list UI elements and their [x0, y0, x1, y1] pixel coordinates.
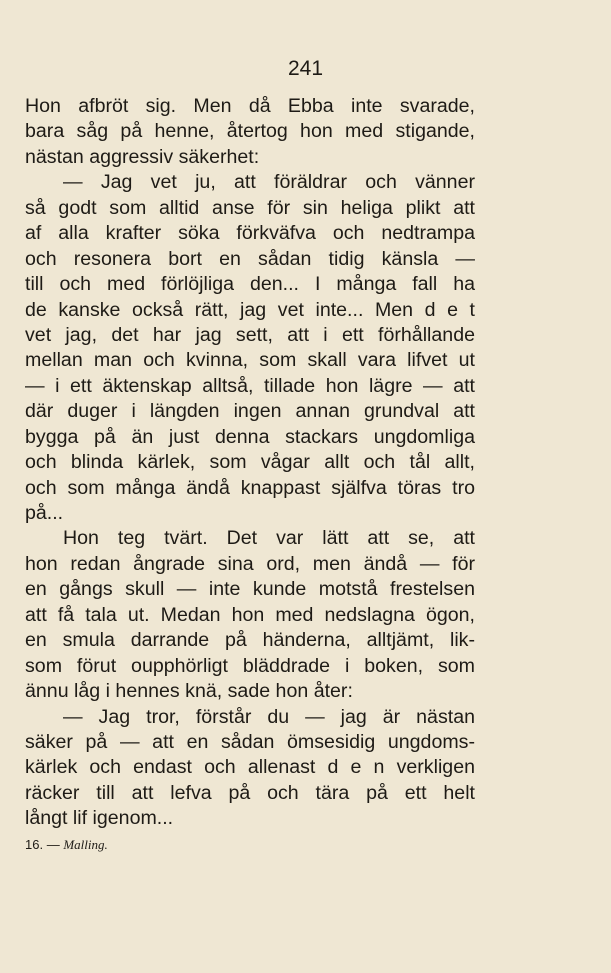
- text-line: säker på — att en sådan ömsesidig ungdoms-: [25, 730, 475, 753]
- text-line: och som många ändå knappast själfva töras tro: [25, 476, 475, 499]
- text-line: långt lif igenom...: [25, 807, 174, 830]
- text-line: och blinda kärlek, som vågar allt och tål allt,: [25, 451, 475, 474]
- body-text: [25, 94, 475, 832]
- text-line: ännu låg i hennes knä, sade hon åter:: [25, 680, 353, 703]
- signature-mark: [25, 837, 108, 853]
- text-line: Hon afbröt sig. Men då Ebba inte svarade,: [25, 95, 475, 117]
- text-line: hon redan ångrade sina ord, men ändå — för: [25, 552, 475, 575]
- text-line: så godt som alltid anse för sin heliga plikt att: [25, 196, 475, 219]
- page-number: 241: [287, 57, 324, 80]
- text-line: — Jag vet ju, att föräldrar och vänner: [63, 171, 475, 194]
- text-line: mellan man och kvinna, som skall vara lifvet ut: [25, 349, 475, 372]
- signature-dash: —: [46, 837, 60, 852]
- text-line: vet jag, det har jag sett, att i ett förhållande: [25, 323, 475, 346]
- text-line: en smula darrande på händerna, alltjämt, lik-: [25, 629, 475, 652]
- text-line: bygga på än just denna stackars ungdomliga: [25, 425, 475, 448]
- text-line: till och med förlöjliga den... I många fall ha: [25, 273, 475, 296]
- text-line: bara såg på henne, återtog hon med stigande,: [25, 120, 475, 143]
- text-line: nästan aggressiv säkerhet:: [25, 145, 260, 168]
- text-line: som förut oupphörligt bläddrade i boken, som: [25, 654, 475, 677]
- text-line: och resonera bort en sådan tidig känsla —: [25, 247, 475, 270]
- text-line: — Jag tror, förstår du — jag är nästan: [63, 705, 475, 728]
- text-line: på...: [25, 502, 64, 524]
- text-line: — i ett äktenskap alltså, tillade hon lägre — att: [25, 374, 475, 397]
- text-line: kärlek och endast och allenast d e n verkligen: [25, 756, 475, 779]
- text-line: de kanske också rätt, jag vet inte... Men d e t: [25, 298, 475, 321]
- text-line: en gångs skull — inte kunde motstå frestelsen: [25, 578, 475, 601]
- author-name: Malling.: [63, 837, 108, 852]
- text-line: där duger i längden ingen annan grundval att: [25, 400, 475, 423]
- text-line: af alla krafter söka förkväfva och nedtrampa: [25, 222, 475, 245]
- text-line: räcker till att lefva på och tära på ett helt: [25, 781, 475, 804]
- text-line: Hon teg tvärt. Det var lätt att se, att: [63, 527, 475, 550]
- text-line: att få tala ut. Medan hon med nedslagna ögon,: [25, 603, 475, 626]
- sheet-number: 16.: [25, 837, 44, 852]
